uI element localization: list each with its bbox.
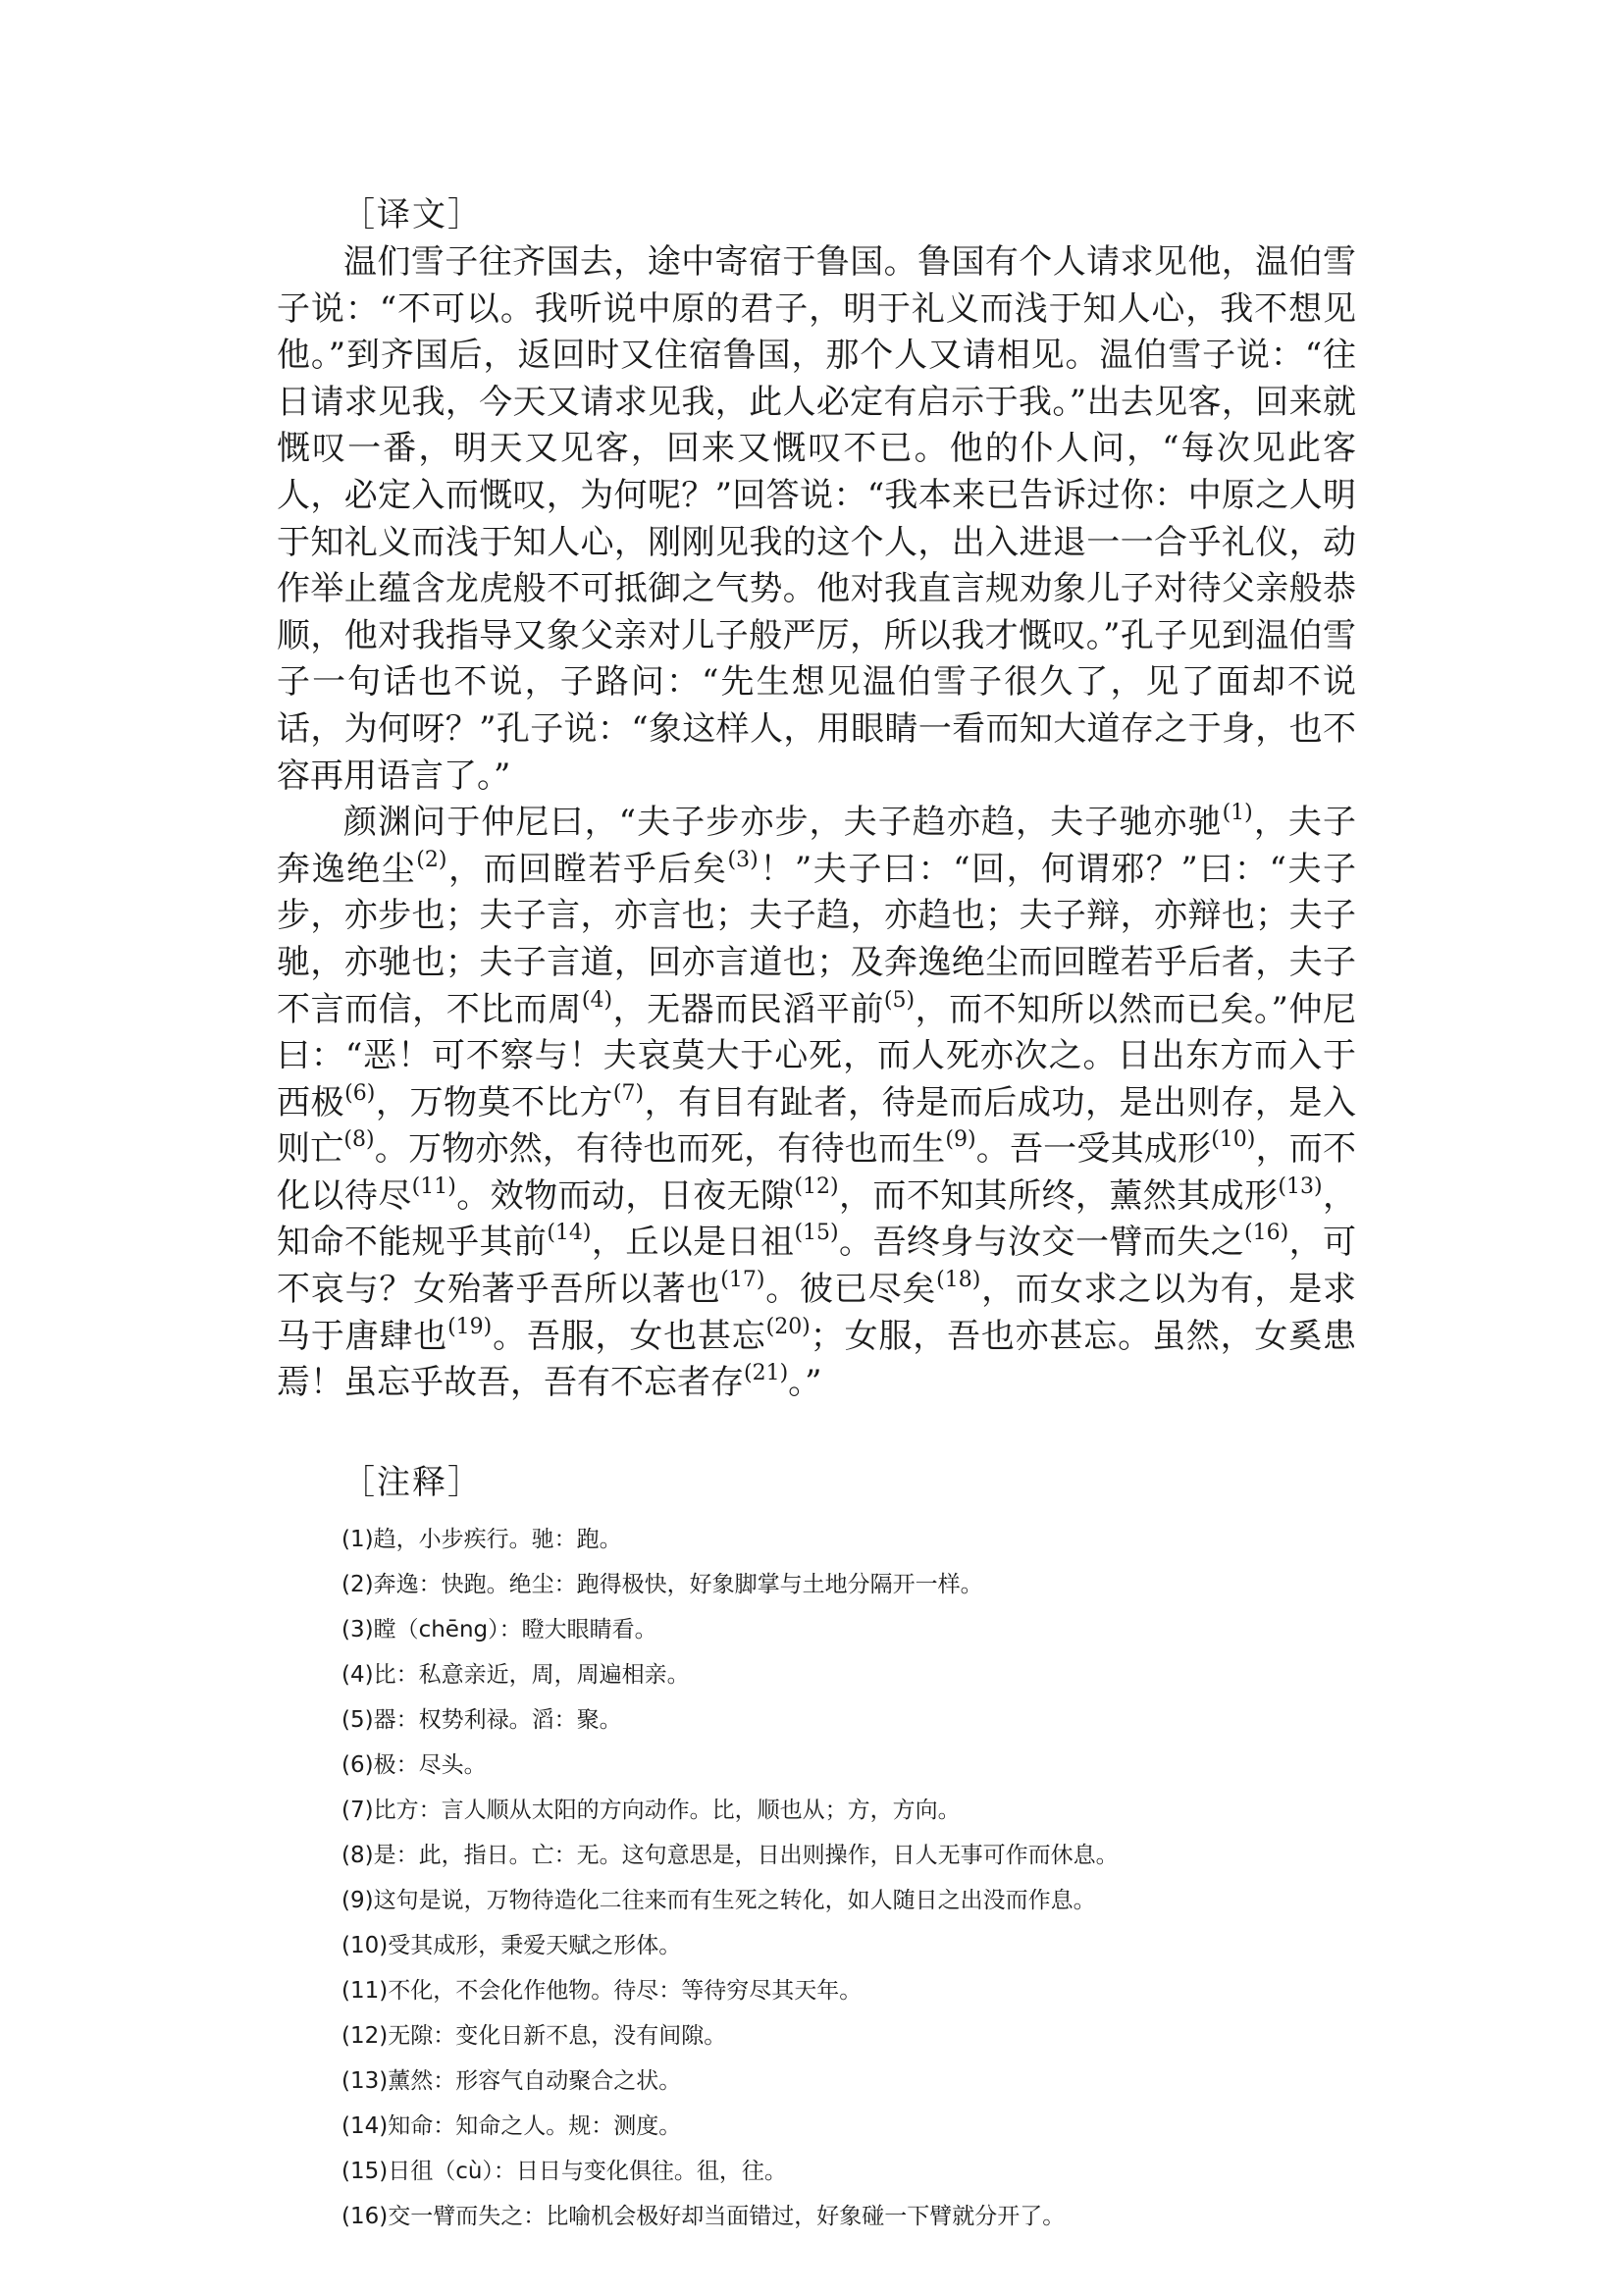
text-segment: ，万物莫不比方 [375,1082,613,1122]
text-segment: 。效物而动，日夜无隙 [455,1175,795,1216]
text-segment: ，丘以是日祖 [591,1223,795,1263]
text-segment: ，可不哀与？女殆著乎吾所以著也 [277,1223,1357,1310]
note-reference: (15) [794,1221,839,1246]
notes-heading: ［注释］ [341,1462,483,1502]
text-segment: ，而女求之以为有，是求马于唐肆也 [277,1270,1357,1356]
notes-list [341,1517,1356,2239]
note-reference: (10) [1211,1127,1256,1153]
note-item: (10)受其成形，秉爱天赋之形体。 [341,1932,682,1958]
text-segment: 颜渊问于仲尼曰，“夫子步亦步，夫子趋亦趋，夫子驰亦驰 [343,803,1223,843]
note-item: (7)比方：言人顺从太阳的方向动作。比，顺也从；方，方向。 [341,1797,961,1823]
note-item: (13)薰然：形容气自动聚合之状。 [341,2067,682,2094]
text-segment: ！”夫子曰：“回，何谓邪？”曰：“夫子步，亦步也；夫子言，亦言也；夫子趋，亦趋也；夫子辩，亦辩也；夫子驰，亦驰也；夫子言道，回亦言道也；及奔逸绝尘而回瞠若乎后者，夫子不言而信，不比而周 [277,849,1357,1029]
note-reference: (8) [343,1127,375,1153]
note-reference: (14) [547,1221,592,1246]
note-item: (2)奔逸：快跑。绝尘：跑得极快，好象脚掌与土地分隔开一样。 [341,1571,983,1597]
note-reference: (7) [612,1080,645,1106]
note-item: (3)瞠（chēng）：瞪大眼睛看。 [341,1616,657,1642]
note-reference: (1) [1222,801,1253,826]
note-reference: (19) [447,1314,493,1339]
note-reference: (18) [936,1268,981,1293]
translation-paragraph-2 [277,800,1356,1407]
text-segment: 。彼已尽矣 [764,1270,937,1310]
text-segment: ，夫子奔逸绝尘 [277,803,1357,889]
note-reference: (20) [765,1314,811,1339]
note-item: (16)交一臂而失之：比喻机会极好却当面错过，好象碰一下臂就分开了。 [341,2203,1066,2229]
note-item: (1)趋，小步疾行。驰：跑。 [341,1526,622,1552]
note-reference: (2) [416,847,447,872]
note-item: (9)这句是说，万物待造化二往来而有生死之转化，如人随日之出没而作息。 [341,1887,1096,1913]
text-segment: ，而回瞠若乎后矣 [446,849,728,889]
note-item: (11)不化，不会化作他物。待尽：等待穷尽其天年。 [341,1977,863,2004]
note-reference: (4) [581,987,613,1013]
note-reference: (6) [344,1080,376,1106]
note-reference: (21) [744,1361,789,1386]
text-segment: ，而不知所以然而已矣。”仲尼曰：“恶！可不察与！夫哀莫大于心死，而人死亦次之。日出东方而入于西极 [277,989,1356,1122]
text-segment: ，无器而民滔平前 [612,989,884,1029]
note-item: (5)器：权势利禄。滔：聚。 [341,1706,622,1733]
text-segment: 。吾终身与汝交一臂而失之 [838,1223,1245,1263]
note-reference: (9) [945,1127,976,1153]
text-segment: 。吾一受其成形 [975,1129,1212,1170]
text-segment: 。万物亦然，有待也而死，有待也而生 [374,1129,946,1170]
note-reference: (17) [720,1268,765,1293]
note-item: (8)是：此，指日。亡：无。这句意思是，日出则操作，日人无事可作而休息。 [341,1842,1119,1868]
note-item: (15)日徂（cù）：日日与变化俱往。徂，往。 [341,2158,787,2184]
note-reference: (12) [794,1173,839,1199]
document-page [277,192,1356,2239]
text-segment: 。” [788,1363,822,1403]
translation-paragraph-1: 温们雪子往齐国去，途中寄宿于鲁国。鲁国有个人请求见他，温伯雪子说：“不可以。我听说中原的君子，明于礼义而浅于知人心，我不想见他。”到齐国后，返回时又住宿鲁国，那个人又请相见。温伯雪子说：“往日请求见我，今天又请求见我，此人必定有启示于我。”出去见客，回来就慨叹一番，明天又见客，回来又慨叹不已。他的仆人问，“每次见此客人，必定入而慨叹，为何呢？”回答说：“我本来已告诉过你：中原之人明于知礼义而浅于知人心，刚刚见我的这个人，出入进退一一合乎礼仪，动作举止蕴含龙虎般不可抵御之气势。他对我直言规劝象儿子对待父亲般恭顺，他对我指导又象父亲对儿子般严厉，所以我才慨叹。”孔子见到温伯雪子一句话也不说，子路问：“先生想见温伯雪子很久了，见了面却不说话，为何呀？”孔子说：“象这样人，用眼睛一看而知大道存之于身，也不容再用语言了。” [277,242,1356,796]
note-reference: (11) [411,1173,456,1199]
text-segment: ，有目有趾者，待是而后成功，是出则存，是入则亡 [277,1082,1357,1170]
note-reference: (16) [1244,1221,1289,1246]
note-reference: (13) [1278,1173,1323,1199]
translation-heading: ［译文］ [341,195,483,235]
note-item: (14)知命：知命之人。规：测度。 [341,2112,682,2139]
note-item: (12)无隙：变化日新不息，没有间隙。 [341,2022,727,2049]
text-segment: ，而不化以待尽 [277,1129,1357,1216]
note-item: (4)比：私意亲近，周，周遍相亲。 [341,1661,690,1688]
note-reference: (5) [883,987,916,1013]
note-reference: (3) [727,847,759,872]
text-segment: ，知命不能规乎其前 [277,1175,1357,1263]
text-segment: ；女服，吾也亦甚忘。虽然，女奚患焉！虽忘乎故吾，吾有不忘者存 [277,1316,1357,1403]
note-item: (6)极：尽头。 [341,1751,487,1778]
text-segment: ，而不知其所终，薰然其成形 [838,1175,1279,1216]
text-segment: 。吾服，女也甚忘 [492,1316,766,1356]
